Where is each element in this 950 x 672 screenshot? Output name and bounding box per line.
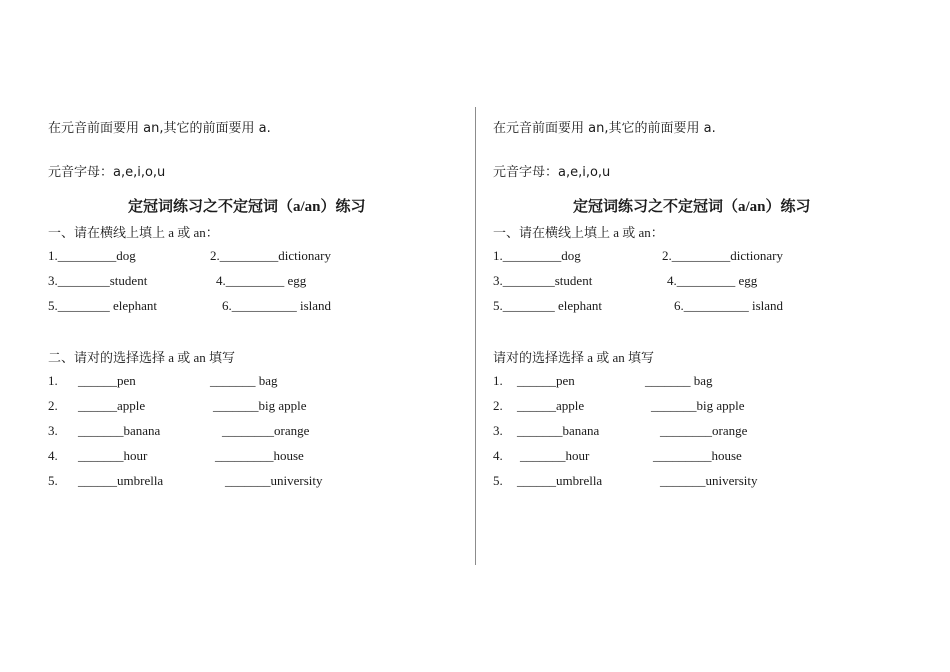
exercise-item: 1._________dog	[48, 248, 136, 263]
exercise-item: ______apple	[78, 398, 146, 413]
row-number: 1.	[493, 373, 503, 388]
exercise-item: _______ bag	[645, 373, 713, 388]
right-worksheet	[493, 0, 933, 672]
section1-heading: 一、请在横线上填上 a 或 an：	[493, 225, 664, 240]
vowels-text: 元音字母：a,e,i,o,u	[493, 165, 611, 180]
exercise-item: 6.__________ island	[222, 298, 332, 313]
exercise-item: 1._________dog	[493, 248, 581, 263]
exercise-item: _______hour	[78, 448, 148, 463]
exercise-item: 3.________student	[48, 273, 148, 288]
row-number: 2.	[48, 398, 58, 413]
exercise-item: _______hour	[520, 448, 590, 463]
exercise-item: ________orange	[222, 423, 310, 438]
exercise-item: _________house	[215, 448, 304, 463]
exercise-item: _______university	[225, 473, 323, 488]
exercise-item: _________house	[653, 448, 742, 463]
exercise-item: _______banana	[517, 423, 600, 438]
worksheet-title: 定冠词练习之不定冠词（a/an）练习	[573, 199, 811, 215]
exercise-item: ______umbrella	[78, 473, 164, 488]
rule-text: 在元音前面要用 an,其它的前面要用 a.	[493, 121, 716, 136]
exercise-item: ______apple	[517, 398, 585, 413]
worksheet-title: 定冠词练习之不定冠词（a/an）练习	[128, 199, 366, 215]
exercise-item: ______pen	[517, 373, 575, 388]
exercise-item: 4._________ egg	[667, 273, 758, 288]
exercise-item: 5.________ elephant	[493, 298, 603, 313]
exercise-item: ________orange	[660, 423, 748, 438]
section2-heading: 请对的选择选择 a 或 an 填写	[493, 350, 655, 365]
row-number: 2.	[493, 398, 503, 413]
exercise-item: _______ bag	[210, 373, 278, 388]
exercise-item: 6.__________ island	[674, 298, 784, 313]
column-divider	[475, 107, 476, 565]
exercise-item: 3.________student	[493, 273, 593, 288]
row-number: 4.	[493, 448, 503, 463]
exercise-item: _______university	[660, 473, 758, 488]
exercise-item: _______banana	[78, 423, 161, 438]
left-worksheet	[48, 0, 488, 672]
exercise-item: _______big apple	[651, 398, 745, 413]
vowels-text: 元音字母：a,e,i,o,u	[48, 165, 166, 180]
exercise-item: 2._________dictionary	[662, 248, 783, 263]
row-number: 3.	[493, 423, 503, 438]
exercise-item: 2._________dictionary	[210, 248, 331, 263]
row-number: 5.	[48, 473, 58, 488]
section1-heading: 一、请在横线上填上 a 或 an：	[48, 225, 219, 240]
exercise-item: ______umbrella	[517, 473, 603, 488]
row-number: 4.	[48, 448, 58, 463]
row-number: 3.	[48, 423, 58, 438]
section2-heading: 二、请对的选择选择 a 或 an 填写	[48, 350, 236, 365]
exercise-item: 5.________ elephant	[48, 298, 158, 313]
exercise-item: _______big apple	[213, 398, 307, 413]
row-number: 5.	[493, 473, 503, 488]
exercise-item: ______pen	[78, 373, 136, 388]
row-number: 1.	[48, 373, 58, 388]
exercise-item: 4._________ egg	[216, 273, 307, 288]
rule-text: 在元音前面要用 an,其它的前面要用 a.	[48, 121, 271, 136]
